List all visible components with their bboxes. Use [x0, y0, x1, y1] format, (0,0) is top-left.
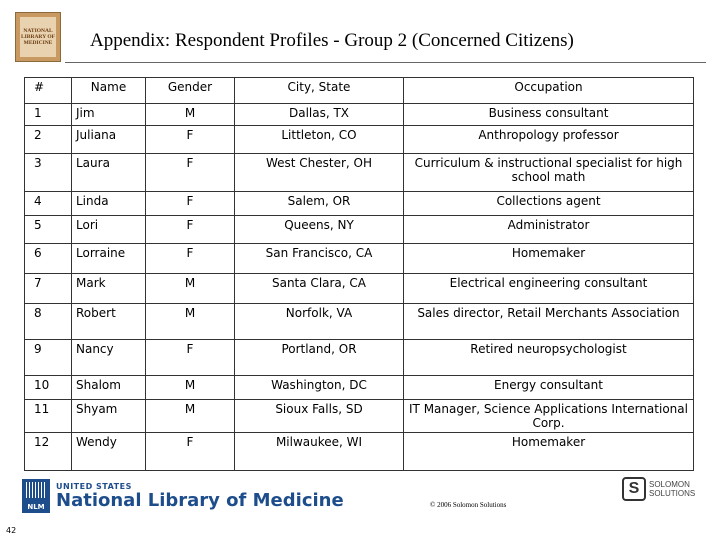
cell-city-state: San Francisco, CA	[235, 244, 404, 274]
table-row	[25, 340, 694, 376]
cell-occupation: Anthropology professor	[404, 126, 694, 154]
copyright-notice: © 2006 Solomon Solutions	[430, 501, 507, 509]
cell-name: Mark	[72, 274, 146, 304]
cell-gender: M	[146, 104, 235, 126]
solomon-line-1: SOLOMON	[649, 480, 690, 489]
cell-number: 4	[25, 192, 72, 216]
cell-occupation: Collections agent	[404, 192, 694, 216]
title-divider	[65, 62, 706, 63]
logo-line-3: MEDICINE	[23, 40, 53, 46]
cell-name: Lori	[72, 216, 146, 244]
cell-name: Laura	[72, 154, 146, 192]
cell-number: 11	[25, 400, 72, 433]
cell-occupation: Retired neuropsychologist	[404, 340, 694, 376]
cell-number: 12	[25, 433, 72, 471]
solomon-logo	[622, 477, 695, 501]
page-title: Appendix: Respondent Profiles - Group 2 (Concerned Citizens)	[90, 30, 574, 51]
cell-gender: F	[146, 126, 235, 154]
table-row	[25, 154, 694, 192]
cell-number: 2	[25, 126, 72, 154]
sunburst-rays	[26, 482, 46, 498]
cell-name: Lorraine	[72, 244, 146, 274]
cell-city-state: Santa Clara, CA	[235, 274, 404, 304]
page-number: 42	[6, 526, 17, 535]
cell-gender: F	[146, 192, 235, 216]
cell-number: 8	[25, 304, 72, 340]
cell-city-state: West Chester, OH	[235, 154, 404, 192]
solomon-mark-icon: S	[622, 477, 646, 501]
table-header-row	[25, 78, 694, 104]
nlm-footer-logo	[22, 477, 344, 515]
cell-city-state: Sioux Falls, SD	[235, 400, 404, 433]
nlm-name: National Library of Medicine	[56, 489, 344, 511]
cell-occupation: Business consultant	[404, 104, 694, 126]
cell-number: 9	[25, 340, 72, 376]
cell-name: Linda	[72, 192, 146, 216]
column-header-city-state: City, State	[235, 78, 404, 104]
table-row	[25, 244, 694, 274]
cell-occupation: Administrator	[404, 216, 694, 244]
cell-occupation: Curriculum & instructional specialist for high school math	[404, 154, 694, 192]
cell-number: 10	[25, 376, 72, 400]
solomon-line-2: SOLUTIONS	[649, 489, 696, 498]
cell-city-state: Norfolk, VA	[235, 304, 404, 340]
cell-occupation: Homemaker	[404, 244, 694, 274]
cell-gender: F	[146, 340, 235, 376]
cell-name: Shyam	[72, 400, 146, 433]
cell-gender: F	[146, 433, 235, 471]
cell-occupation: Electrical engineering consultant	[404, 274, 694, 304]
united-states-label: UNITED STATES	[56, 481, 132, 491]
table-row	[25, 104, 694, 126]
cell-name: Jim	[72, 104, 146, 126]
nlm-top-logo	[15, 12, 61, 62]
cell-occupation: Sales director, Retail Merchants Association	[404, 304, 694, 340]
cell-city-state: Littleton, CO	[235, 126, 404, 154]
cell-gender: M	[146, 304, 235, 340]
table-row	[25, 216, 694, 244]
cell-number: 3	[25, 154, 72, 192]
table-row	[25, 274, 694, 304]
column-header-number: #	[25, 78, 72, 104]
cell-occupation: Energy consultant	[404, 376, 694, 400]
cell-number: 7	[25, 274, 72, 304]
cell-name: Shalom	[72, 376, 146, 400]
table-row	[25, 400, 694, 433]
table-row	[25, 192, 694, 216]
cell-gender: M	[146, 376, 235, 400]
solomon-wordmark	[649, 480, 695, 498]
nlm-top-logo-inner	[20, 17, 56, 57]
cell-city-state: Milwaukee, WI	[235, 433, 404, 471]
cell-name: Nancy	[72, 340, 146, 376]
table-row	[25, 304, 694, 340]
cell-city-state: Portland, OR	[235, 340, 404, 376]
nlm-mark-text: NLM	[27, 503, 45, 511]
table-row	[25, 376, 694, 400]
cell-name: Wendy	[72, 433, 146, 471]
logo-line-1: NATIONAL	[23, 28, 53, 34]
cell-city-state: Salem, OR	[235, 192, 404, 216]
logo-line-2: LIBRARY OF	[21, 34, 55, 40]
cell-city-state: Queens, NY	[235, 216, 404, 244]
cell-number: 5	[25, 216, 72, 244]
table-row	[25, 433, 694, 471]
table-row	[25, 126, 694, 154]
cell-gender: F	[146, 244, 235, 274]
cell-city-state: Dallas, TX	[235, 104, 404, 126]
cell-occupation: IT Manager, Science Applications International Corp.	[404, 400, 694, 433]
cell-number: 6	[25, 244, 72, 274]
column-header-gender: Gender	[146, 78, 235, 104]
respondent-table	[24, 77, 694, 471]
cell-gender: F	[146, 154, 235, 192]
cell-gender: M	[146, 400, 235, 433]
cell-number: 1	[25, 104, 72, 126]
table-body	[25, 104, 694, 471]
cell-occupation: Homemaker	[404, 433, 694, 471]
column-header-name: Name	[72, 78, 146, 104]
column-header-occupation: Occupation	[404, 78, 694, 104]
cell-city-state: Washington, DC	[235, 376, 404, 400]
nlm-wordmark	[56, 482, 344, 511]
cell-gender: F	[146, 216, 235, 244]
cell-name: Juliana	[72, 126, 146, 154]
cell-name: Robert	[72, 304, 146, 340]
cell-gender: M	[146, 274, 235, 304]
nlm-sunburst-icon	[22, 479, 50, 513]
